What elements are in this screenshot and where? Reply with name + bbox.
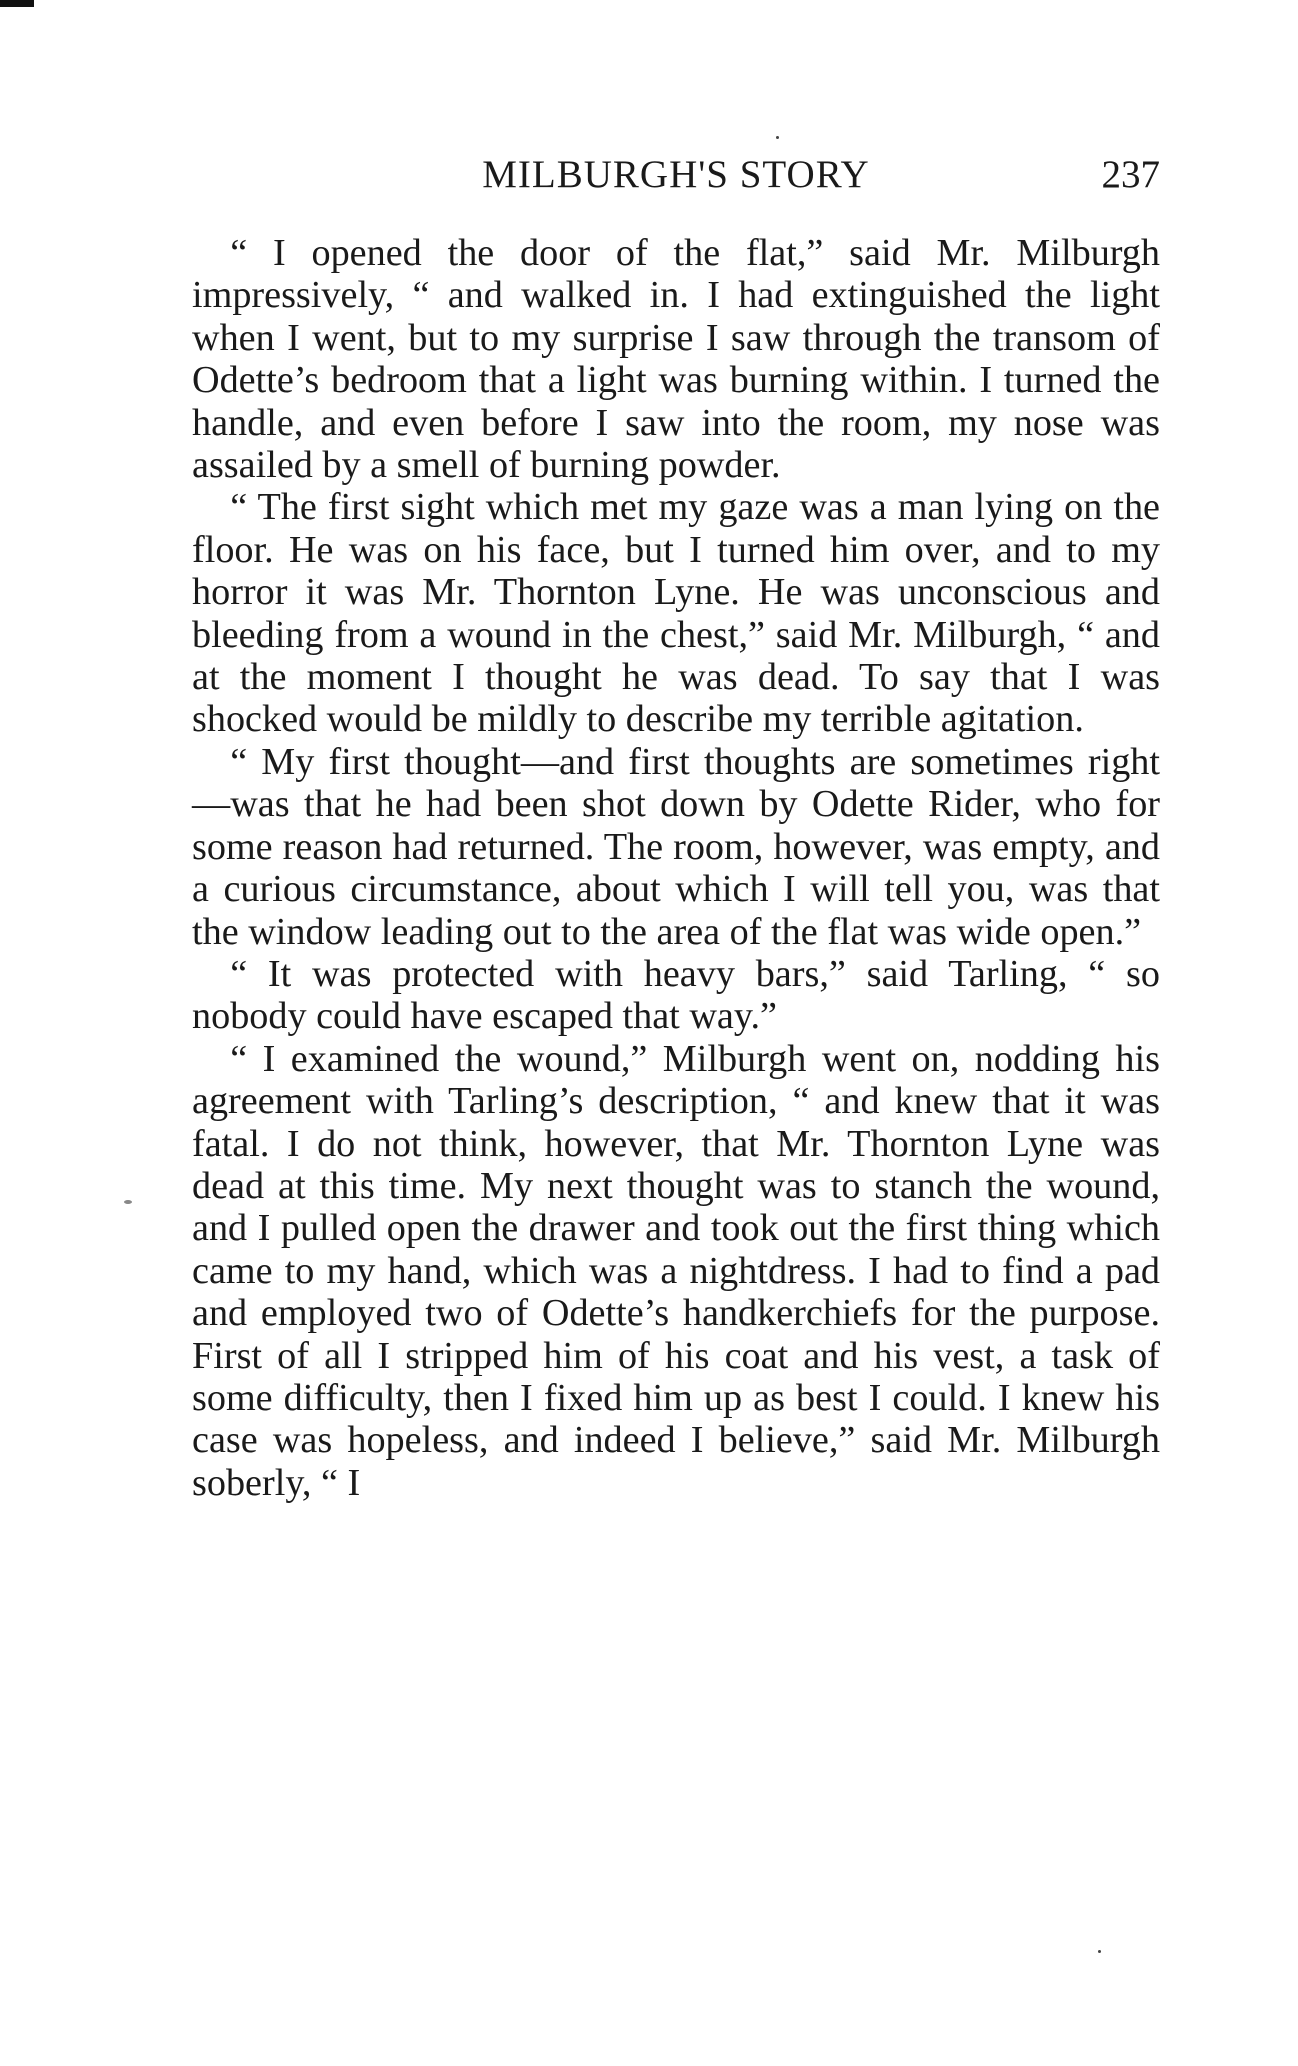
scan-speck [124, 1200, 132, 1204]
body-text [192, 232, 1160, 1504]
scan-corner-mark [0, 0, 34, 7]
paragraph-5: “ I examined the wound,” Milburgh went on, nodding his agreement with Tarling’s description, “ and knew that it was fatal. I do not think, however, that Mr. Thornton Lyne was dead at this time. My next thought was to stanch the wound, and I pulled open the drawer and took out the first thing which came to my hand, which was a nightdress. I had to find a pad and employed two of Odette’s handkerchiefs for the purpose. First of all I stripped him of his coat and his vest, a task of some difficulty, then I fixed him up as best I could. I knew his case was hopeless, and indeed I believe,” said Mr. Milburgh soberly, “ I [192, 1037, 1160, 1504]
paragraph-3: “ My first thought—and first thoughts are sometimes right—was that he had been shot down by Odette Rider, who for some reason had returned. The room, however, was empty, and a curious circumstance, about which I will tell you, was that the window leading out to the area of the flat was wide open.” [192, 740, 1160, 953]
scan-speck [776, 136, 779, 139]
running-head: MILBURGH'S STORY [482, 153, 870, 196]
paragraph-2: “ The first sight which met my gaze was a man lying on the floor. He was on his face, but I turned him over, and to my horror it was Mr. Thornton Lyne. He was unconscious and bleeding from a wound in the chest,” said Mr. Milburgh, “ and at the moment I thought he was dead. To say that I was shocked would be mildly to describe my terrible agitation. [192, 486, 1160, 741]
page-number: 237 [1101, 153, 1160, 196]
paragraph-1: “ I opened the door of the flat,” said Mr. Milburgh impressively, “ and walked in. I had extinguished the light when I went, but to my surprise I saw through the transom of Odette’s bedroom that a light was burning within. I turned the handle, and even before I saw into the room, my nose was assailed by a smell of burning powder. [192, 232, 1160, 487]
paragraph-4: “ It was protected with heavy bars,” said Tarling, “ so nobody could have escaped that way.” [192, 952, 1160, 1038]
scan-speck [1098, 1950, 1101, 1953]
page-header [192, 150, 1160, 200]
